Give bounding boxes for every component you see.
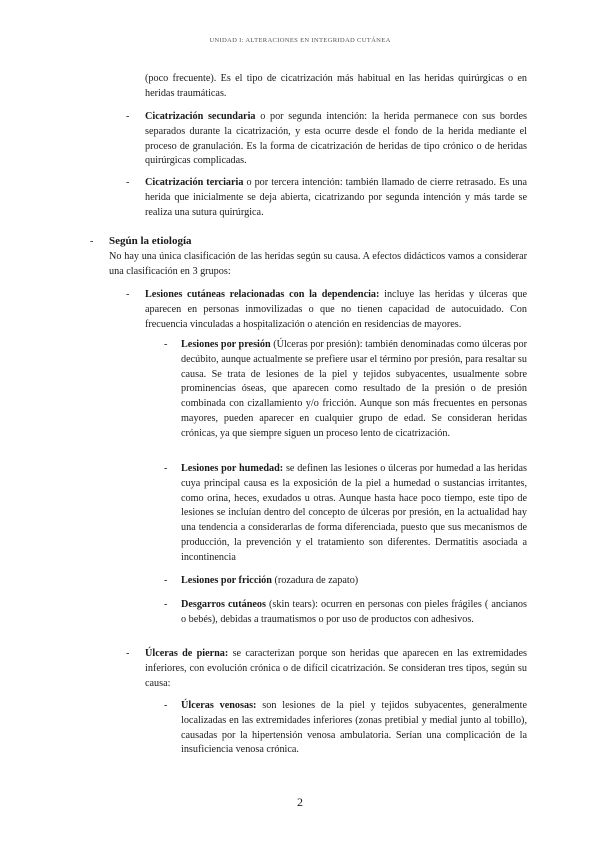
list-item-moisture	[181, 462, 527, 566]
term: Desgarros cutáneos	[181, 599, 266, 610]
definition: (rozadura de zapato)	[271, 575, 359, 586]
intro-continuation: (poco frecuente). Es el tipo de cicatrización más habitual en las heridas quirúrgicas o en heridas traumáticas.	[145, 73, 527, 99]
list-dash: -	[126, 648, 130, 659]
list-item-tertiary	[145, 176, 527, 220]
definition: se caracterizan porque son heridas que aparecen en las extremidades inferiores, con evolución crónica o de difícil cicatrización. Se consideran tres tipos, según su causa:	[145, 648, 527, 689]
list-dash: -	[164, 463, 168, 474]
term: Cicatrización terciaria	[145, 177, 244, 188]
running-header: UNIDAD I: ALTERACIONES EN INTEGRIDAD CUTÁNEA	[209, 37, 391, 44]
list-item-skin-tears	[181, 598, 527, 628]
definition: o por segunda intención: la herida permanece con sus bordes separados durante la cicatrización, y esta ocurre desde el fondo de la herida mediante el proceso de granulación. Es la forma de cicatrización de heridas de tipo crónico o de heridas quirúrgicas complicadas.	[145, 111, 527, 167]
list-dash: -	[126, 177, 130, 188]
list-item-secondary	[145, 110, 527, 169]
definition: (Úlceras por presión): también denominadas como úlceras por decúbito, aunque actualmente se prefiere usar el término por presión, para resaltar su causa. Se trata de lesiones de la piel y tejidos subyacentes, usualmente sobre prominencias óseas, que aparecen como resultado de la presión o de presión combinada con cizallamiento y/o fricción. Aunque son más frecuentes en personas mayores, pueden aparecer en cualquier grupo de edad. Se consideran heridas crónicas, ya que siempre siguen un proceso lento de cicatrización.	[181, 339, 527, 439]
list-dash: -	[164, 700, 168, 711]
term: Lesiones por fricción	[181, 575, 272, 586]
list-dash: -	[164, 575, 168, 586]
list-item-dependency	[145, 288, 527, 332]
list-item-leg-ulcers	[145, 647, 527, 691]
definition: son lesiones de la piel y tejidos subyacentes, generalmente localizadas en las extremidades inferiores (zonas pretibial y medial junto al tobillo), causadas por la hipertensión venosa ambulatoria. Serían una complicación de la insuficiencia venosa crónica.	[181, 700, 527, 756]
term: Lesiones cutáneas relacionadas con la dependencia:	[145, 289, 380, 300]
definition: (skin tears): ocurren en personas con pieles frágiles ( ancianos o bebés), debidas a traumatismos o por uso de productos con adhesivos.	[181, 599, 527, 625]
section-heading-etiology: Según la etiología	[109, 235, 192, 247]
etiology-intro: No hay una única clasificación de las heridas según su causa. A efectos didácticos vamos a considerar una clasificación en 3 grupos:	[109, 251, 527, 277]
definition: se definen las lesiones o úlceras por humedad a las heridas cuya principal causa es la exposición de la piel a humedad o sustancias irritantes, como orina, heces, exudados u otras. Aunque hasta hace poco tiempo, este tipo de lesiones se incluían dentro del concepto de úlceras por presión, en la actualidad hay una tendencia a considerarlas de forma diferenciada, puesto que sus mecanismos de producción, la prevención y el tratamiento son diferentes. Dermatitis asociada a incontinencia	[181, 463, 527, 563]
term: Lesiones por humedad:	[181, 463, 284, 474]
list-dash: -	[164, 339, 168, 350]
definition: o por tercera intención: también llamado de cierre retrasado. Es una herida que inicialmente se deja abierta, cicatrizando por segunda intención y más tarde se realiza una sutura quirúrgica.	[145, 177, 528, 218]
list-dash: -	[126, 111, 130, 122]
list-dash: -	[126, 289, 130, 300]
term: Úlceras de pierna:	[145, 648, 229, 659]
list-item-pressure	[181, 338, 527, 442]
list-dash: -	[90, 236, 94, 247]
term: Úlceras venosas:	[181, 700, 257, 711]
list-dash: -	[164, 599, 168, 610]
list-item-friction	[181, 574, 527, 589]
list-item-venous-ulcers	[181, 699, 527, 758]
page-number: 2	[297, 795, 303, 809]
term: Lesiones por presión	[181, 339, 271, 350]
definition: incluye las heridas y úlceras que aparecen en personas inmovilizadas o que no tienen capacidad de autocuidado. Con frecuencia vinculadas a hospitalización o atención en residencias de mayores.	[145, 289, 528, 330]
term: Cicatrización secundaria	[145, 111, 256, 122]
